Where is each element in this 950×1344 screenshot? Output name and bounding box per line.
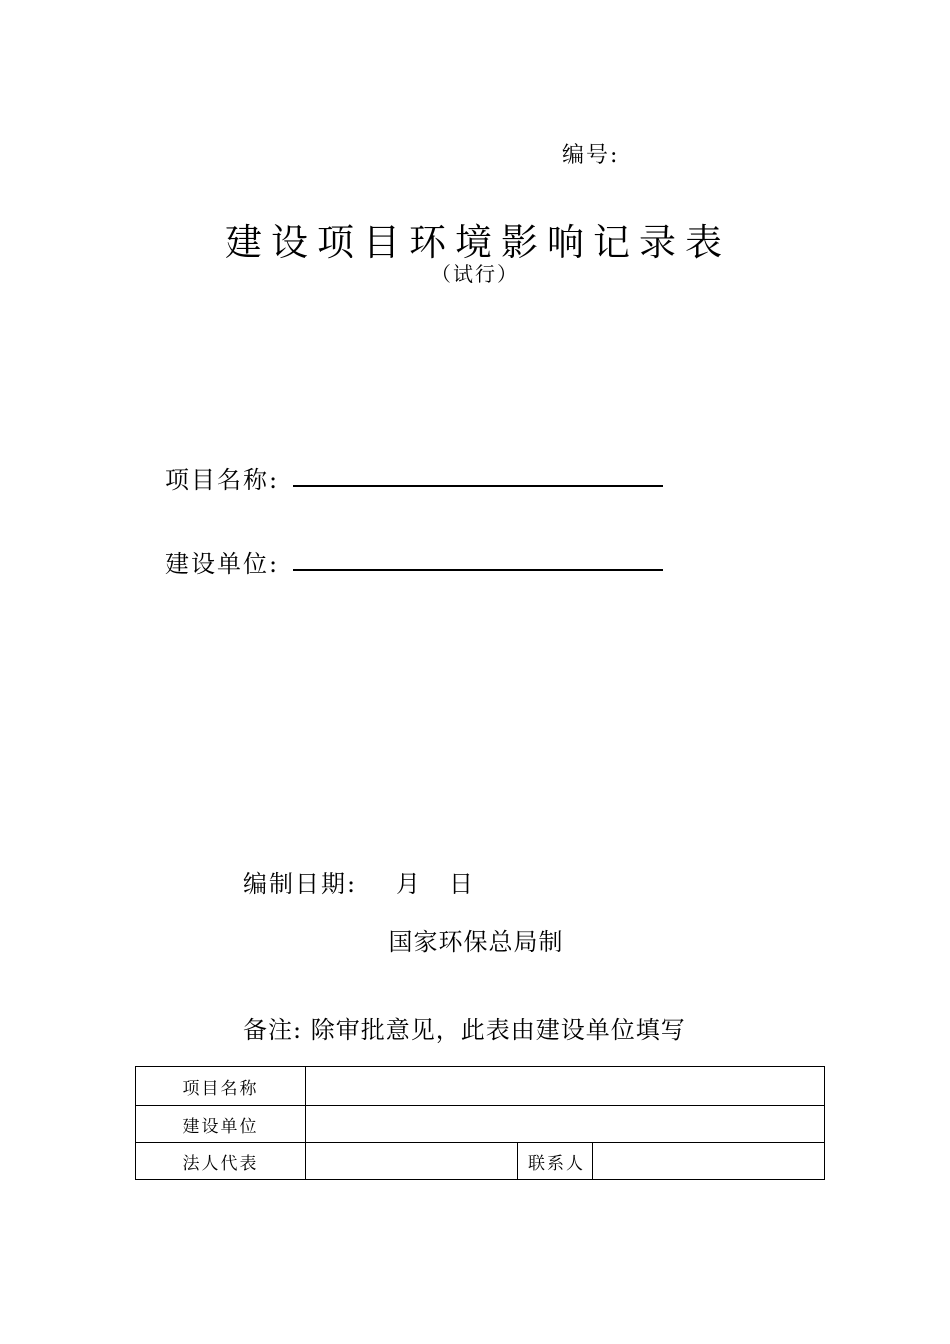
table-row-project-name [136,1067,825,1106]
table-contact-label: 联系人 [518,1143,593,1180]
builder-field[interactable] [293,569,663,571]
table-row-legal-rep [136,1143,825,1180]
serial-number-label: 编号: [562,143,620,168]
project-name-field[interactable] [293,485,663,487]
compile-date-label: 编制日期: [243,870,358,898]
table-builder-value[interactable] [306,1106,825,1143]
table-row-builder [136,1106,825,1143]
remark-text: 备注: 除审批意见，此表由建设单位填写 [243,1016,686,1044]
table-legal-rep-label: 法人代表 [136,1143,306,1180]
table-project-name-value[interactable] [306,1067,825,1106]
issuer-text: 国家环保总局制 [388,928,564,956]
table-contact-value[interactable] [593,1143,825,1180]
table-project-name-label: 项目名称 [136,1067,306,1106]
builder-label: 建设单位: [165,550,280,578]
month-label: 月 [396,870,420,898]
table-builder-label: 建设单位 [136,1106,306,1143]
table-legal-rep-value[interactable] [306,1143,518,1180]
day-label: 日 [449,870,473,898]
info-table [135,1066,825,1180]
project-name-label: 项目名称: [165,466,280,494]
document-title: 建设项目环境影响记录表 [225,221,731,264]
document-subtitle: （试行） [431,262,519,286]
